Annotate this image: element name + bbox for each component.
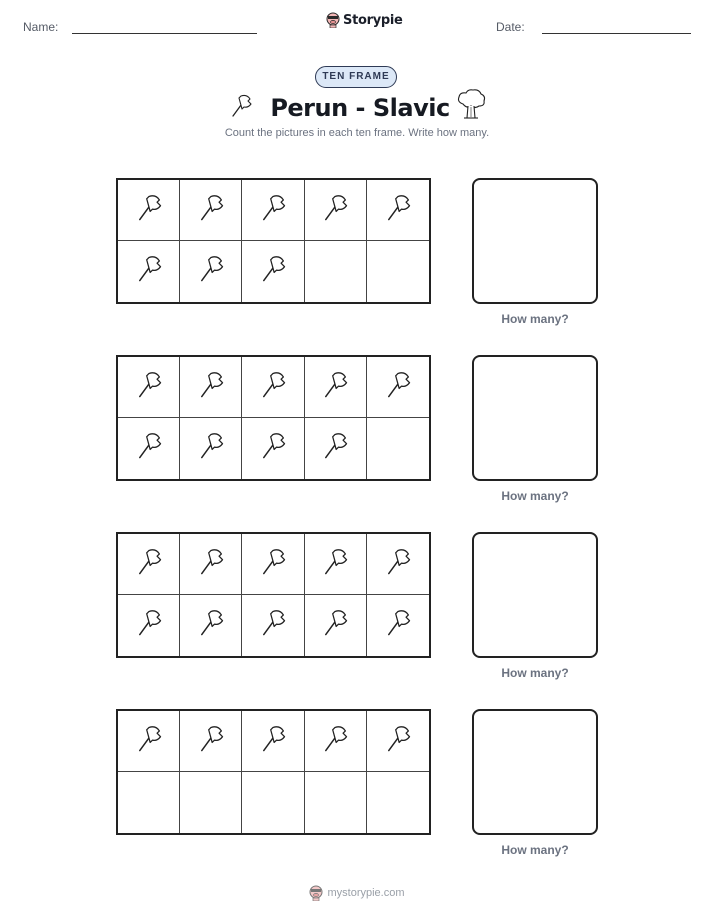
ten-frame-cell [180, 180, 242, 241]
name-label: Name: [23, 20, 59, 34]
ten-frame-cell [367, 595, 429, 656]
answer-box-1[interactable] [472, 178, 598, 304]
ten-frame-cell [118, 357, 180, 418]
ten-frame-grid [116, 532, 431, 658]
instructions: Count the pictures in each ten frame. Write how many. [224, 127, 490, 139]
ten-frame-1 [116, 178, 431, 304]
answer-box-4[interactable] [472, 709, 598, 835]
ten-frame-cell [118, 711, 180, 772]
axe-icon [134, 370, 164, 405]
answer-box-3[interactable] [472, 532, 598, 658]
axe-icon [258, 724, 288, 759]
how-many-label-3: How many? [501, 666, 569, 680]
ten-frame-cell [180, 534, 242, 595]
axe-icon [383, 370, 413, 405]
axe-icon [258, 547, 288, 582]
axe-icon [383, 608, 413, 643]
ten-frame-grid [116, 178, 431, 304]
axe-icon [196, 724, 226, 759]
axe-icon [134, 254, 164, 289]
ten-frame-cell [367, 534, 429, 595]
ten-frame-cell [180, 418, 242, 479]
ten-frame-cell [180, 772, 242, 833]
axe-icon [320, 193, 350, 228]
axe-icon [196, 193, 226, 228]
oak-tree-icon [455, 88, 487, 127]
axe-icon [258, 431, 288, 466]
page-title: Perun - Slavic [270, 94, 450, 122]
axe-icon [134, 724, 164, 759]
ten-frame-cell [242, 241, 304, 302]
ten-frame-cell [367, 241, 429, 302]
ten-frame-cell [118, 595, 180, 656]
axe-icon [320, 431, 350, 466]
axe-icon [383, 724, 413, 759]
ten-frame-cell [242, 772, 304, 833]
brand-name: Storypie [343, 12, 403, 28]
ten-frame-cell [305, 534, 367, 595]
axe-icon [134, 608, 164, 643]
how-many-label-1: How many? [501, 312, 569, 326]
axe-icon [320, 608, 350, 643]
ten-frame-cell [180, 241, 242, 302]
ten-frame-cell [305, 357, 367, 418]
ten-frame-cell [305, 711, 367, 772]
ten-frame-cell [367, 180, 429, 241]
ten-frame-cell [305, 772, 367, 833]
axe-icon [196, 608, 226, 643]
axe-icon [196, 370, 226, 405]
ten-frame-2 [116, 355, 431, 481]
ten-frame-cell [367, 711, 429, 772]
axe-icon [383, 193, 413, 228]
date-label: Date: [496, 20, 525, 34]
ten-frame-cell [118, 418, 180, 479]
axe-icon [258, 193, 288, 228]
ten-frame-cell [242, 357, 304, 418]
ten-frame-cell [242, 595, 304, 656]
ten-frame-cell [180, 595, 242, 656]
answer-box-2[interactable] [472, 355, 598, 481]
ten-frame-cell [180, 357, 242, 418]
axe-icon [258, 608, 288, 643]
footer [0, 885, 714, 901]
ten-frame-cell [118, 241, 180, 302]
axe-icon [383, 547, 413, 582]
ten-frame-cell [305, 180, 367, 241]
axe-icon [320, 370, 350, 405]
axe-icon [134, 547, 164, 582]
axe-icon [258, 254, 288, 289]
ten-frame-cell [118, 180, 180, 241]
ten-frame-cell [305, 595, 367, 656]
how-many-label-2: How many? [501, 489, 569, 503]
name-line[interactable] [72, 33, 257, 34]
axe-icon [196, 547, 226, 582]
ten-frame-cell [367, 357, 429, 418]
ten-frame-4 [116, 709, 431, 835]
ten-frame-grid [116, 709, 431, 835]
ten-frame-cell [367, 772, 429, 833]
ten-frame-cell [118, 772, 180, 833]
ten-frame-cell [242, 418, 304, 479]
axe-icon [134, 193, 164, 228]
ten-frame-cell [367, 418, 429, 479]
ten-frame-cell [242, 180, 304, 241]
ten-frame-grid [116, 355, 431, 481]
axe-icon [320, 547, 350, 582]
ten-frame-badge: TEN FRAME [315, 66, 397, 88]
pig-logo-icon [309, 885, 323, 901]
date-line[interactable] [542, 33, 691, 34]
ten-frame-cell [242, 534, 304, 595]
ten-frame-cell [305, 241, 367, 302]
ten-frame-cell [180, 711, 242, 772]
brand-logo [326, 12, 403, 28]
how-many-label-4: How many? [501, 843, 569, 857]
footer-url: mystorypie.com [327, 887, 405, 899]
axe-icon [196, 254, 226, 289]
ten-frame-cell [118, 534, 180, 595]
axe-icon [258, 370, 288, 405]
axe-icon [320, 724, 350, 759]
axe-icon [196, 431, 226, 466]
ten-frame-cell [305, 418, 367, 479]
pig-logo-icon [326, 12, 340, 28]
ten-frame-3 [116, 532, 431, 658]
axe-icon [134, 431, 164, 466]
ten-frame-cell [242, 711, 304, 772]
